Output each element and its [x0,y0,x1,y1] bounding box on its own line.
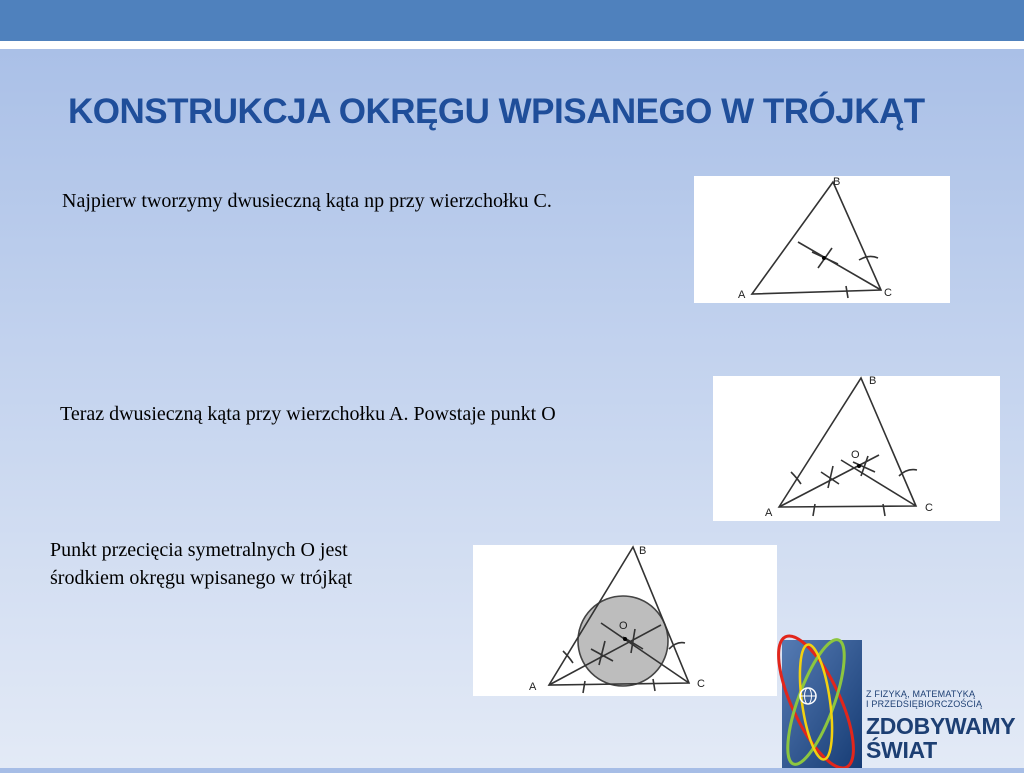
vertex-c-label: C [925,502,933,514]
bisector-c-line [798,242,881,290]
inscribed-circle [578,596,668,686]
logo-title-1: ZDOBYWAMY [866,713,1016,739]
vertex-c-label: C [697,678,705,690]
step-1-text: Najpierw tworzymy dwusieczną kąta np przy wierzchołku C. [62,190,552,212]
arc-mark [669,643,685,649]
point-o [623,637,627,641]
point-o-label: O [619,620,628,632]
vertex-c-label: C [884,287,892,299]
vertex-a-label: A [529,681,537,693]
arc-mark [846,286,848,298]
arc-mark [583,681,585,693]
step-3-line-2: środkiem okręgu wpisanego w trójkąt [50,567,353,589]
triangle-diagram-3 [473,545,777,696]
arc-mark [899,470,917,476]
vertex-a-label: A [738,289,746,301]
triangle-abc [779,378,916,507]
point-o-label: O [851,449,860,461]
vertex-a-label: A [765,507,773,519]
figure-incircle [473,545,777,696]
triangle-abc [752,182,881,294]
vertex-b-label: B [639,545,647,557]
step-3-text [50,536,352,592]
intersection-point [822,256,826,260]
top-accent-bar [0,0,1024,41]
slide-title: KONSTRUKCJA OKRĘGU WPISANEGO W TRÓJKĄT [68,92,925,131]
step-3-line-1: Punkt przecięcia symetralnych O jest [50,539,348,561]
arc-mark [653,679,655,691]
logo-tagline-1: Z FIZYKĄ, MATEMATYKĄ [866,689,976,699]
logo-title-2: ŚWIAT [866,737,937,763]
top-divider-line [0,41,1024,49]
point-o [857,464,861,468]
logo-text [866,689,1015,762]
logo-tagline-2: I PRZEDSIĘBIORCZOŚCIĄ [866,699,983,709]
triangle-diagram-1 [694,176,950,303]
figure-point-o [713,376,1000,521]
arc-mark [813,504,815,516]
step-2-text: Teraz dwusieczną kąta przy wierzchołku A. Powstaje punkt O [60,403,556,425]
figure-bisector-c [694,176,950,303]
arc-mark [859,256,878,260]
vertex-b-label: B [833,176,841,188]
bisector-c-line [841,460,916,506]
vertex-b-label: B [869,376,877,387]
triangle-diagram-2 [713,376,1000,521]
